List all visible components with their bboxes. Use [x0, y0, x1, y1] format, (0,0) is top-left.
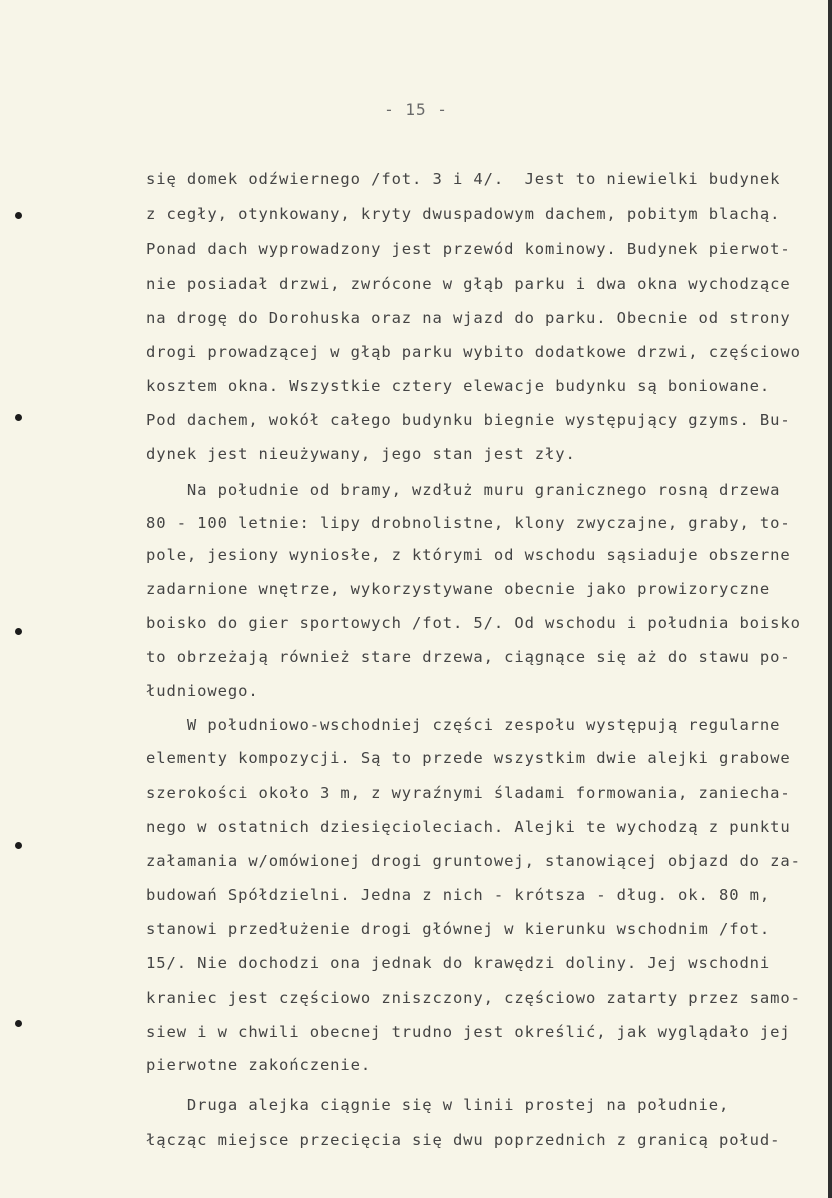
text-line: W południowo-wschodniej części zespołu występują regularne	[146, 716, 781, 734]
text-line: załamania w/omówionej drogi gruntowej, stanowiącej objazd do za-	[146, 852, 801, 870]
text-line: Druga alejka ciągnie się w linii prostej na południe,	[146, 1096, 730, 1114]
text-line: dynek jest nieużywany, jego stan jest zły.	[146, 445, 576, 463]
page-edge	[828, 0, 832, 1198]
text-line: się domek odźwiernego /fot. 3 i 4/. Jest to niewielki budynek	[146, 170, 781, 188]
text-line: pole, jesiony wyniosłe, z którymi od wschodu sąsiaduje obszerne	[146, 546, 791, 564]
punch-hole-mark	[15, 1020, 22, 1027]
text-line: nego w ostatnich dziesięcioleciach. Alejki te wychodzą z punktu	[146, 818, 791, 836]
text-line: kraniec jest częściowo zniszczony, częściowo zatarty przez samo-	[146, 989, 801, 1007]
text-line: budowań Spółdzielni. Jedna z nich - krótsza - dług. ok. 80 m,	[146, 886, 771, 904]
page-number: - 15 -	[384, 100, 448, 119]
text-line: boisko do gier sportowych /fot. 5/. Od wschodu i południa boisko	[146, 614, 801, 632]
text-line: drogi prowadzącej w głąb parku wybito dodatkowe drzwi, częściowo	[146, 343, 801, 361]
punch-hole-mark	[15, 628, 22, 635]
text-line: zadarnione wnętrze, wykorzystywane obecnie jako prowizoryczne	[146, 580, 771, 598]
text-line: łącząc miejsce przecięcia się dwu poprzednich z granicą połud-	[146, 1131, 781, 1149]
text-line: łudniowego.	[146, 682, 259, 700]
text-line: stanowi przedłużenie drogi głównej w kierunku wschodnim /fot.	[146, 920, 771, 938]
text-line: pierwotne zakończenie.	[146, 1056, 372, 1074]
text-line: na drogę do Dorohuska oraz na wjazd do parku. Obecnie od strony	[146, 309, 791, 327]
text-line: elementy kompozycji. Są to przede wszystkim dwie alejki grabowe	[146, 749, 791, 767]
punch-hole-mark	[15, 414, 22, 421]
text-line: Pod dachem, wokół całego budynku biegnie występujący gzyms. Bu-	[146, 411, 791, 429]
punch-hole-mark	[15, 212, 22, 219]
text-line: Ponad dach wyprowadzony jest przewód kominowy. Budynek pierwot-	[146, 240, 791, 258]
text-line: to obrzeżają również stare drzewa, ciągnące się aż do stawu po-	[146, 648, 791, 666]
text-line: nie posiadał drzwi, zwrócone w głąb parku i dwa okna wychodzące	[146, 275, 791, 293]
text-line: kosztem okna. Wszystkie cztery elewacje budynku są boniowane.	[146, 377, 771, 395]
text-line: 80 - 100 letnie: lipy drobnolistne, klony zwyczajne, graby, to-	[146, 514, 791, 532]
text-line: 15/. Nie dochodzi ona jednak do krawędzi doliny. Jej wschodni	[146, 954, 771, 972]
punch-hole-mark	[15, 842, 22, 849]
text-line: z cegły, otynkowany, kryty dwuspadowym dachem, pobitym blachą.	[146, 205, 781, 223]
text-line: siew i w chwili obecnej trudno jest określić, jak wyglądało jej	[146, 1023, 791, 1041]
text-line: szerokości około 3 m, z wyraźnymi śladami formowania, zaniecha-	[146, 784, 791, 802]
text-line: Na południe od bramy, wzdłuż muru granicznego rosną drzewa	[146, 481, 781, 499]
